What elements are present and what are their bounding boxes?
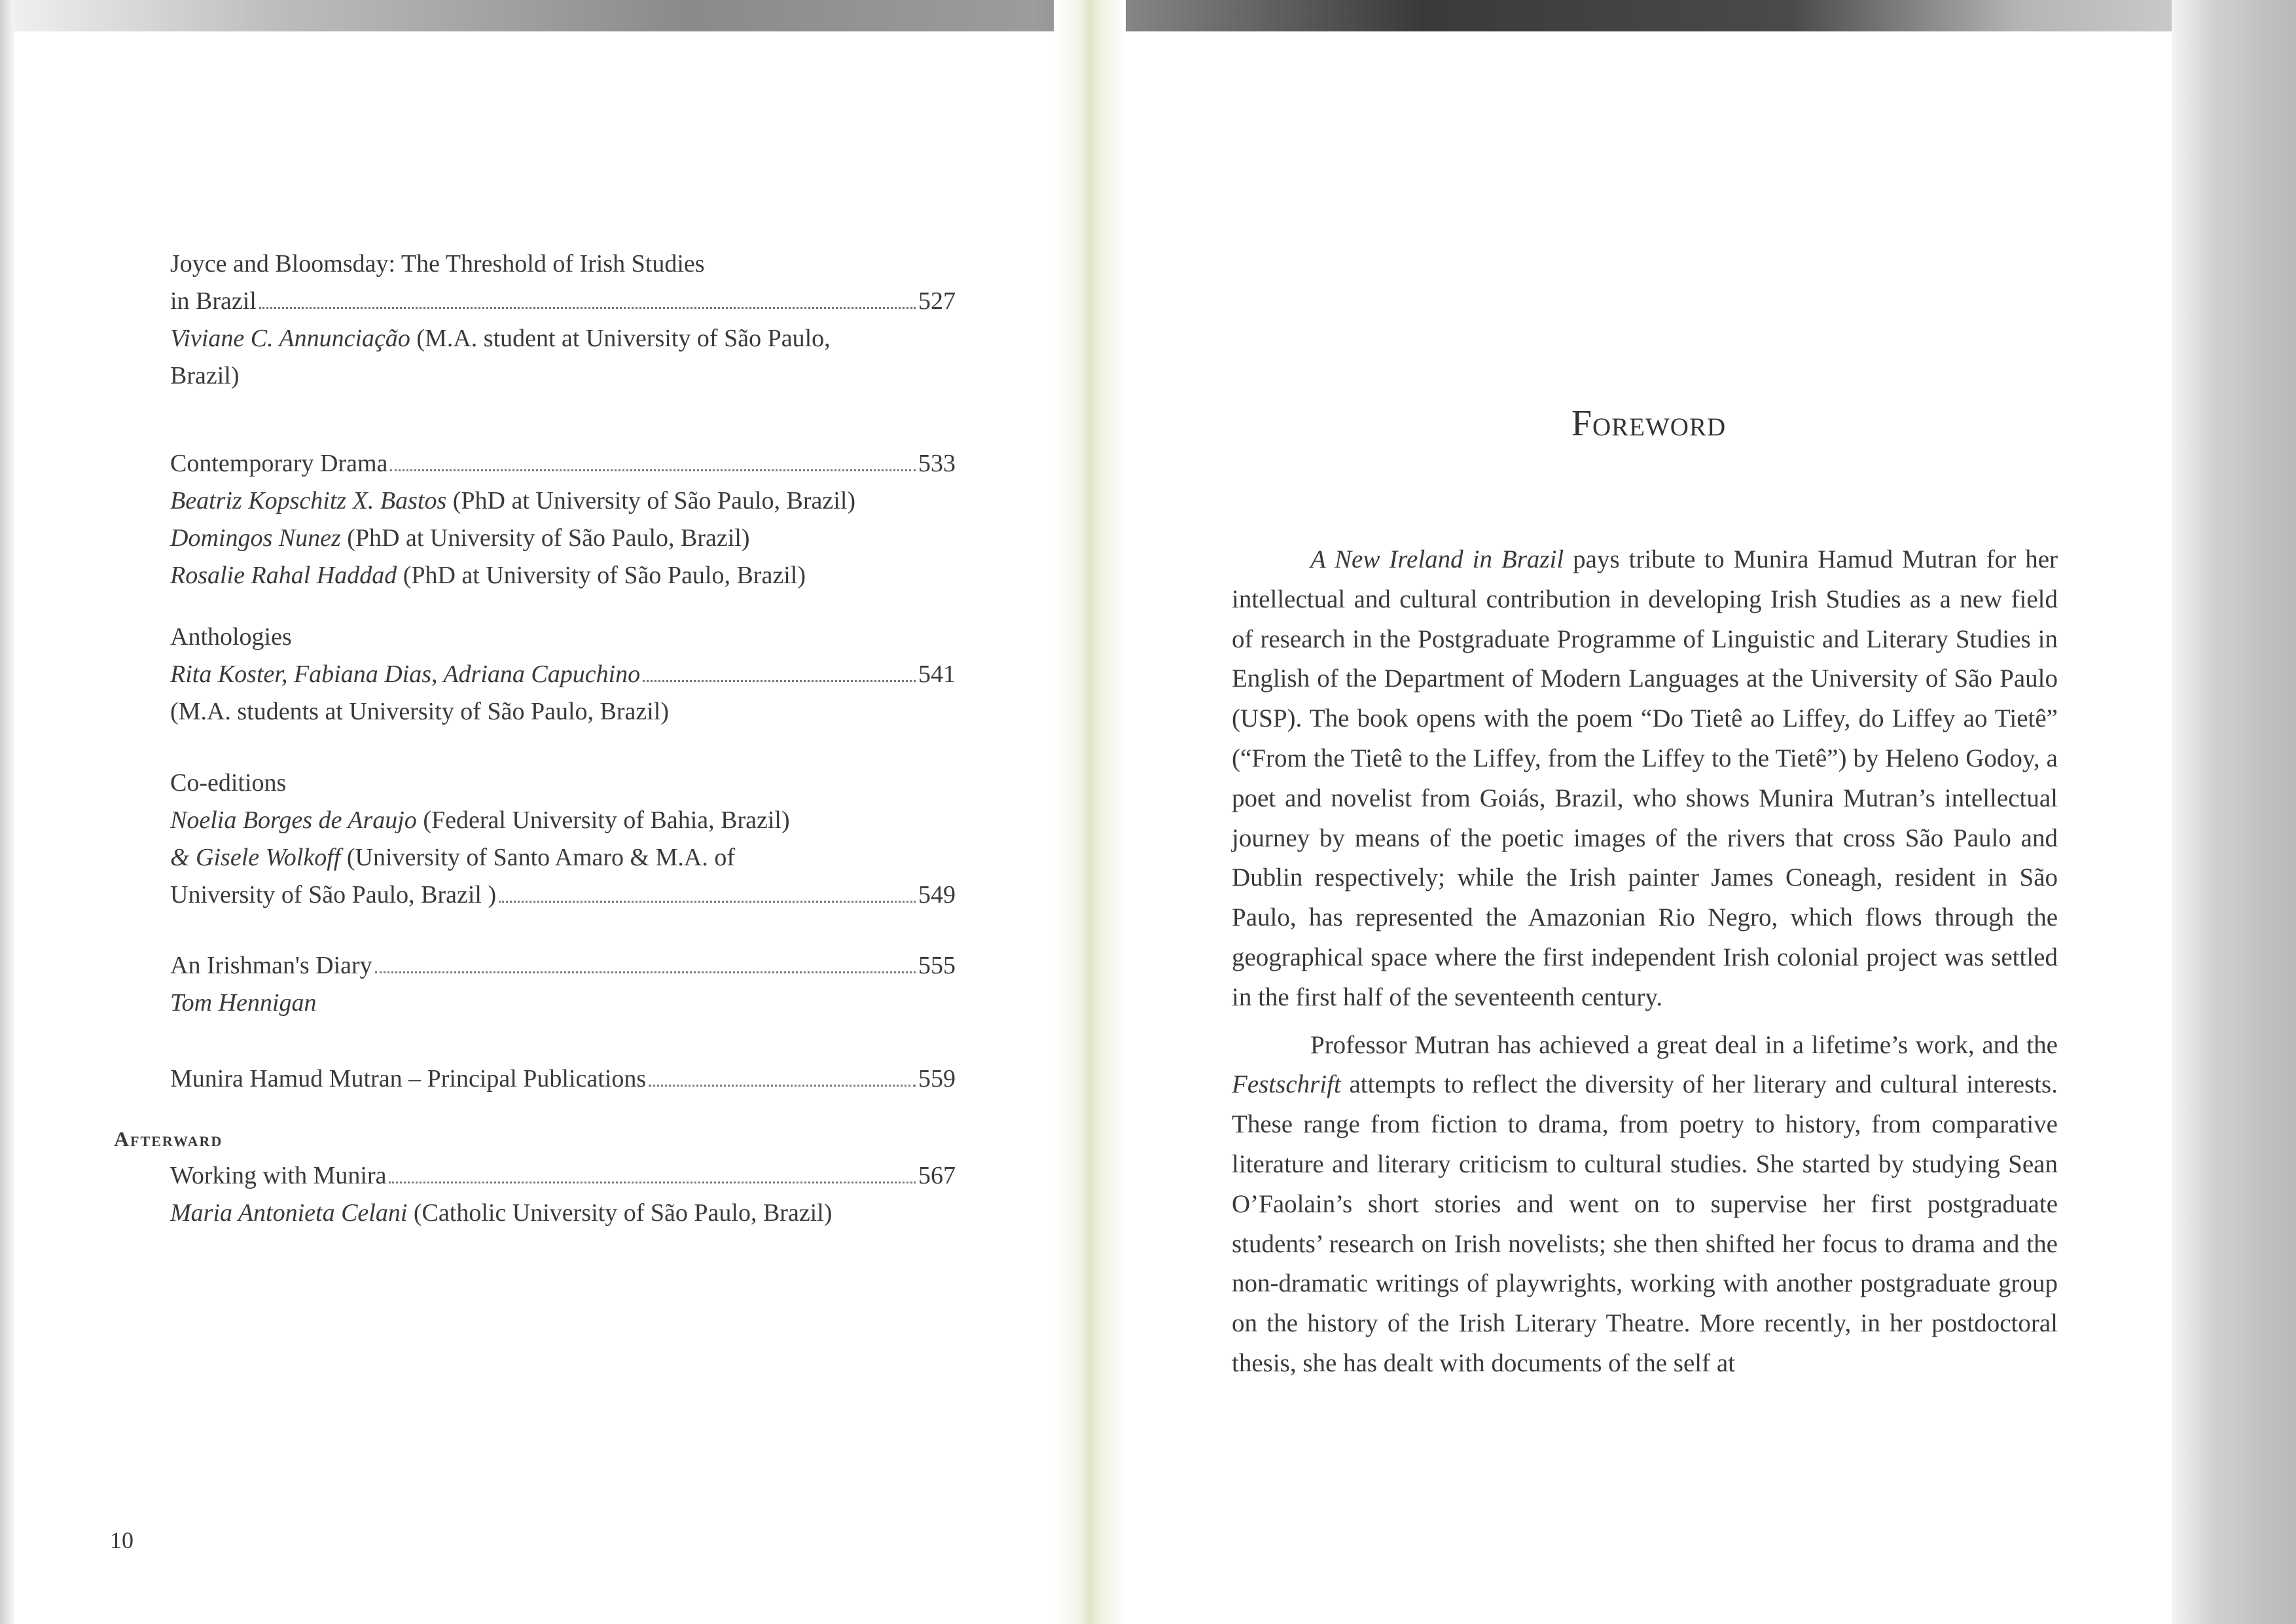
toc-author-line [170, 320, 956, 357]
toc-title: Working with Munira [170, 1162, 387, 1189]
toc-page-number: 541 [918, 660, 956, 688]
scan-left-edge [0, 0, 14, 1624]
dot-leader [649, 1085, 916, 1087]
paragraph-text: Professor Mutran has achieved a great deal in a lifetime’s work, and the [1310, 1030, 2058, 1059]
toc-title: An Irishman's Diary [170, 952, 372, 979]
toc-page-number: 555 [918, 952, 956, 979]
toc-title: Contemporary Drama [170, 450, 388, 477]
toc-title-line [170, 947, 956, 984]
toc-entry-anthologies [170, 619, 956, 731]
toc-title-line [170, 283, 956, 320]
paragraph-text: pays tribute to Munira Hamud Mutran for her intellectual and cultural contribution in developing Irish Studies as a new field of research in the Postgraduate Programme of Linguistic and Literary Studies in English of the Department of Modern Languages at the University of São Paulo (USP). The book opens with the poem “Do Tietê ao Liffey, do Liffey ao Tietê” (“From the Tietê to the Liffey, from the Liffey to the Tietê”) by Heleno Godoy, a poet and novelist from Goiás, Brazil, who shows Munira Mutran’s intellectual journey by means of the poetic images of the rivers that cross São Paulo and Dublin respectively; while the Irish painter James Coneagh, resident in São Paulo, has represented the Amazonian Rio Negro, which flows through the geographical space where the first independent Irish colonial project was settled in the first half of the seventeenth century. [1232, 545, 2058, 1011]
toc-author-continuation: (M.A. students at University of São Paulo, Brazil) [170, 698, 670, 725]
toc-title-line [170, 245, 956, 283]
toc-page-number: 567 [918, 1162, 956, 1189]
toc-entry-publications [170, 1060, 956, 1098]
right-page [1126, 26, 2172, 1624]
foreword-title: Foreword [1571, 403, 1727, 444]
dot-leader [375, 971, 916, 973]
toc-author-line [170, 839, 956, 876]
page-number: 10 [110, 1527, 134, 1553]
dot-leader [390, 469, 916, 471]
toc-entry-working-with-munira [170, 1157, 956, 1232]
foreword-paragraph [1232, 540, 2058, 1018]
toc-author-note: (PhD at University of São Paulo, Brazil) [340, 524, 750, 552]
toc-section-heading: Afterward [114, 1127, 223, 1151]
toc-author: Maria Antonieta Celani [170, 1199, 408, 1227]
toc-page-number: 533 [918, 450, 956, 477]
toc-author: Tom Hennigan [170, 989, 317, 1017]
toc-entry-joyce [170, 245, 956, 395]
toc-author: Beatriz Kopschitz X. Bastos [170, 487, 447, 514]
toc-title: Joyce and Bloomsday: The Threshold of Irish Studies [170, 250, 705, 278]
toc-page-number: 527 [918, 287, 956, 315]
dot-leader [389, 1182, 916, 1183]
toc-title-line [170, 619, 956, 656]
toc-author-line [170, 482, 956, 520]
toc-author: Domingos Nunez [170, 524, 341, 552]
toc-author: Rosalie Rahal Haddad [170, 562, 397, 589]
toc-author: Noelia Borges de Araujo [170, 806, 417, 834]
toc-page-number: 549 [918, 881, 956, 909]
toc-author-note: (University of Santo Amaro & M.A. of [340, 844, 735, 871]
toc-author-continuation [170, 876, 956, 914]
toc-title-line [170, 1157, 956, 1195]
toc-title: Co-editions [170, 769, 287, 797]
toc-author-note: (Federal University of Bahia, Brazil) [416, 806, 790, 834]
dot-leader [499, 901, 916, 903]
toc-page-number: 559 [918, 1065, 956, 1092]
toc-title: Anthologies [170, 623, 292, 651]
foreword-body [1232, 540, 2058, 1384]
left-page [14, 26, 1055, 1624]
toc-author: Rita Koster, Fabiana Dias, Adriana Capuchino [170, 660, 641, 688]
toc-author-line [170, 802, 956, 839]
toc-entry-drama [170, 445, 956, 594]
toc-author-line [170, 656, 956, 693]
foreword-paragraph [1232, 1026, 2058, 1384]
toc-author-continuation: Brazil) [170, 362, 240, 389]
toc-title-line [170, 765, 956, 802]
toc-author-note: (Catholic University of São Paulo, Brazil) [407, 1199, 833, 1227]
paragraph-text: attempts to reflect the diversity of her literary and cultural interests. These range from fiction to drama, from poetry to history, from comparative literature and literary criticism to cultural studies. She started by studying Sean O’Faolain’s short stories and went on to supervise her first postgraduate students’ research on Irish novelists; she then shifted her focus to drama and the non-dramatic writings of playwrights, working with another postgraduate group on the history of the Irish Literary Theatre. More recently, in her postdoctoral thesis, she has dealt with documents of the self at [1232, 1070, 2058, 1377]
toc-author-note: University of São Paulo, Brazil ) [170, 881, 497, 909]
toc-author-note: (PhD at University of São Paulo, Brazil) [397, 562, 806, 589]
toc-title: in Brazil [170, 287, 257, 315]
toc-author-note: (PhD at University of São Paulo, Brazil) [446, 487, 856, 514]
toc-entry-irishman-diary [170, 947, 956, 1022]
toc-author: & Gisele Wolkoff [170, 844, 341, 871]
toc-title: Munira Hamud Mutran – Principal Publications [170, 1065, 647, 1092]
toc-author-line [170, 984, 956, 1022]
toc-author: Viviane C. Annunciação [170, 325, 410, 352]
toc-title-line [170, 445, 956, 482]
toc-author-note: (M.A. student at University of São Paulo, [410, 325, 831, 352]
toc-title-line [170, 1060, 956, 1098]
festschrift-term: Festschrift [1232, 1070, 1341, 1099]
dot-leader [643, 680, 916, 682]
scan-right-edge [2172, 0, 2296, 1624]
book-gutter [1054, 0, 1126, 1624]
book-title: A New Ireland in Brazil [1310, 545, 1564, 573]
toc-author-line [170, 520, 956, 557]
toc-entry-coeditions [170, 765, 956, 914]
toc-author-line [170, 557, 956, 594]
dot-leader [259, 307, 916, 309]
toc-author-line [170, 1195, 956, 1232]
